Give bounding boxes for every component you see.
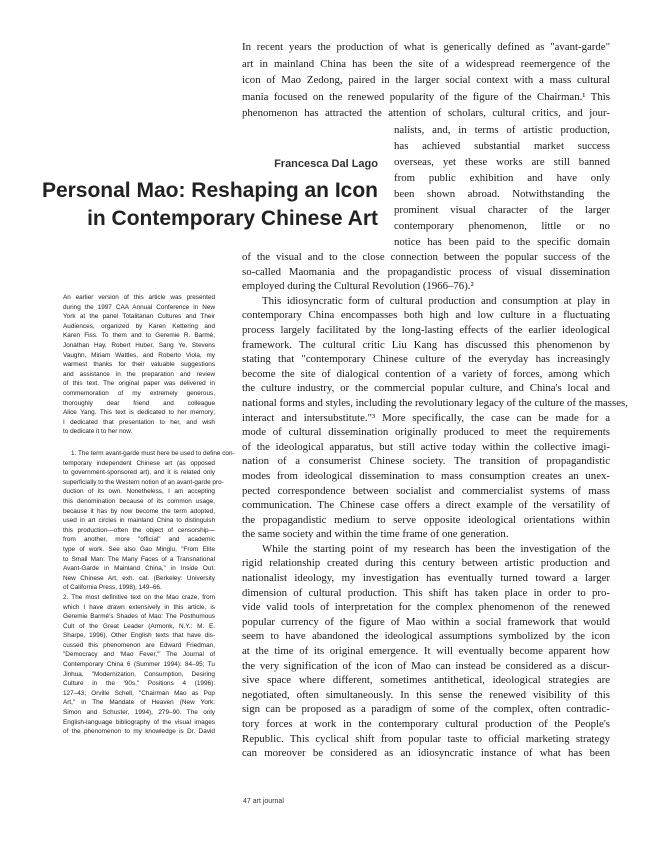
text-line: and assistance in the preparation and review [63, 370, 215, 378]
text-line: Jonathan Hay, Robert Huber, Sang Ye, Stevens [63, 341, 215, 349]
text-line: of the visual and to the close connection between the popular success of the [242, 251, 610, 263]
page-footer [243, 798, 284, 805]
text-line: used in art circles in mainland China to distinguish [63, 517, 215, 525]
text-line: framework. The cultural critic Liu Kang has discussed this phenomenon by [242, 338, 610, 351]
text-line: communication. The Chinese case offers a direct example of the versatility of [242, 499, 610, 512]
text-line: this production—often the object of censorship— [63, 526, 215, 534]
text-line: at the time of its original emergence. It will eventually become apparent how [242, 645, 610, 658]
article-title [42, 177, 378, 233]
text-line: "Democracy and 'Mao Fever,'" The Journal of [63, 651, 215, 659]
body-text [242, 250, 628, 761]
text-line: Vaughn, Miriam Wattles, and Roberto Viola, my [63, 351, 215, 359]
text-line: Art," in The Mandate of Heaven (New York: [63, 699, 215, 707]
text-line: of the ideological apparatus, but still active today within the collective imagi- [242, 440, 610, 453]
text-line: Simon and Schuster, 1994), 279–90. The only [63, 709, 215, 717]
text-line: because it has by now become the term adopted, [63, 507, 215, 515]
text-line: English-language bibliography of the visual images [63, 718, 215, 726]
text-line: vide valid tools of interpretation for the complex phenomenon of the renewed [242, 601, 610, 614]
text-line: Republic. This cyclical shift from popular taste to official marketing strategy [242, 732, 610, 745]
text-line: Alice Yang. This text is dedicated to her memory; [63, 409, 215, 417]
title-line-2: in Contemporary Chinese Art [87, 207, 378, 230]
text-line: which I have drawn extensively in this article, is [63, 603, 215, 611]
text-line: nalists, and, in terms of artistic production, [394, 124, 610, 136]
text-line: has achieved substantial market success [394, 140, 610, 152]
text-line: been shown abroad. Notwithstanding the [394, 188, 610, 200]
text-line: 1. The term avant-garde must here be used to define con- [71, 450, 235, 457]
text-line: Avant-Garde in Mainland China," in Inside Out: [63, 565, 215, 573]
text-line: sive space where different, sometimes antithetical, ideological strategies are [242, 674, 610, 687]
text-line: New Chinese Art, exh. cat. (Berkeley: University [63, 574, 215, 582]
text-line: prominent visual character of the larger [394, 204, 610, 216]
text-line: phenomenon has attracted the attention of scholars, cultural critics, and jour- [242, 107, 610, 119]
text-line: from public exhibition and have only [394, 172, 610, 184]
journal-name: art journal [252, 798, 284, 805]
text-line: contemporary China encompasses both high and low culture in a fluctuating [242, 309, 610, 322]
text-line: nationalist ideology, my investigation has eventually turned toward a larger [242, 572, 610, 585]
text-line: during the 1997 CAA Annual Conference in New [63, 303, 215, 311]
title-line-1: Personal Mao: Reshaping an Icon [41, 179, 378, 202]
text-line: national forms and styles, including the revolutionary legacy of the culture of the masses, [242, 396, 628, 409]
text-line: from another, more "official" and academic [63, 536, 215, 544]
text-line: so-called Maomania and the propagandistic process of visual dissemination [242, 265, 610, 278]
text-line: of this text. The original paper was delivered in [63, 380, 215, 388]
text-line: seem to have abandoned the ideological assumptions symbolized by the icon [242, 630, 610, 643]
text-line: duction of its own. Nonetheless, I am accepting [63, 488, 215, 496]
text-line: Sharpe, 1996). Other English texts that have dis- [63, 632, 215, 640]
text-line: become the site of dialogical contention of a variety of forces, among which [242, 367, 610, 380]
text-line: tory forces at work in the contemporary cultural production of the People's [242, 718, 610, 730]
footnotes [63, 449, 235, 737]
text-line: the culture industry, or the commercial popular culture, and China's local and [242, 382, 610, 395]
text-line: to Small Man: The Many Faces of a Transnational [63, 555, 215, 563]
text-line: In recent years the production of what is generically defined as "avant-garde" [242, 41, 610, 53]
text-line: the same society and within the time frame of one generation. [242, 528, 509, 541]
text-line: negotiated, often simultaneously. In this sense the renewed visibility of this [242, 688, 610, 701]
text-line: the very signification of the icon of Mao can instead be considered as a discur- [242, 659, 610, 672]
text-line: Culture in the '90s," Positions 4 (1996): [63, 680, 215, 688]
text-line: overseas, yet these works are still banned [394, 156, 610, 168]
text-line: modes from ideological dissemination to mass consumption creates an unex- [242, 469, 610, 482]
text-line: I dedicated that presentation to her, and wish [63, 418, 215, 426]
text-line: An earlier version of this article was presented [63, 294, 215, 301]
text-line: Karen Fiss. To them and to Geremie R. Barmé, [63, 332, 215, 340]
text-line: 127–43; Orville Schell, "Chairman Mao as Pop [63, 689, 215, 697]
text-line: Geremie Barmé's Shades of Mao: The Posthumous [63, 613, 215, 621]
text-line: this denomination because of its common usage, [63, 497, 215, 505]
body-intro-narrow [394, 122, 610, 250]
text-line: sign can be proposed as a paradigm of some of the complex, often contradic- [242, 703, 610, 716]
text-line: pected correspondence between socialist and commercialist systems of mass [242, 484, 610, 497]
text-line: warmest thanks for their valuable suggestions [63, 361, 215, 369]
text-line: superficially to the Western notion of an avant-garde pro- [63, 478, 224, 486]
acknowledgment-note [63, 293, 215, 437]
text-line: rigid relationship created during this century between artistic production and [242, 557, 610, 570]
text-line: type of work. See also Gao Minglu, "From Elite [63, 545, 215, 553]
text-line: York at the panel Totalitarian Cultures and Their [63, 313, 215, 321]
text-line: Jinhua, "Modernization, Consumption, Desiring [63, 670, 215, 678]
text-line: icon of Mao Zedong, paired in the larger social context with a mass cultural [242, 74, 610, 86]
page-number: 47 [243, 798, 251, 805]
text-line: contemporary phenomenon, little or no [394, 220, 610, 232]
text-line: dimension of cultural production. This shift has taken place in order to pro- [242, 586, 610, 599]
text-line: to government-sponsored art), and it is related only [63, 469, 215, 477]
text-line: employed during the Cultural Revolution (1966–76).² [242, 280, 474, 293]
text-line: popular currency of the figure of Mao within a social framework that would [242, 615, 610, 628]
text-line: to dedicate it to her now. [63, 428, 133, 436]
text-line: 2. The most definitive text on the Mao craze, from [63, 593, 215, 601]
text-line: Contemporary China 6 (Summer 1994): 84–95; Tu [63, 661, 215, 669]
text-line: mode of cultural dissemination originally produced to meet the requirements [242, 426, 610, 439]
text-line: While the starting point of my research has been the investigation of the [262, 542, 610, 555]
text-line: stating that "contemporary Chinese culture of the everyday has increasingly [242, 353, 610, 366]
text-line: nation of a consumerist Chinese society. The transition of propagandistic [242, 455, 610, 468]
text-line: can moreover be considered as an idiosyncratic instance of what has been [242, 747, 610, 760]
body-intro-wide [242, 39, 610, 122]
text-line: mania focused on the renewed popularity of the figure of the Chairman.¹ This [242, 90, 610, 103]
text-line: process largely facilitated by the long-lasting effects of the earlier ideological [242, 323, 610, 336]
text-line: of the phenomenon to my knowledge is Dr. David [63, 728, 215, 736]
text-line: temporary independent Chinese art (as opposed [63, 459, 215, 467]
author-name: Francesca Dal Lago [274, 158, 378, 170]
text-line: interact and intersubstitute."³ More specifically, the case can be made for a [242, 411, 610, 424]
text-line: art in mainland China has been the site of a widespread reemergence of the [242, 57, 610, 70]
text-line: cussed this phenomenon are Edward Friedman, [63, 641, 215, 649]
text-line: the propagandistic medium to serve opposite ideological orientations within [242, 513, 610, 526]
text-line: notice has been paid to the specific domain [394, 236, 610, 248]
text-line: thoroughly dear friend and colleague [63, 399, 215, 407]
text-line: Cult of the Great Leader (Armonk, N.Y.: M. E. [63, 622, 215, 630]
text-line: of California Press, 1998), 149–66. [63, 584, 162, 592]
text-line: Audiences, organized by Karen Kettering and [63, 322, 215, 330]
text-line: commemoration of my extremely generous, [63, 389, 215, 397]
text-line: This idiosyncratic form of cultural production and consumption at play in [262, 294, 610, 307]
